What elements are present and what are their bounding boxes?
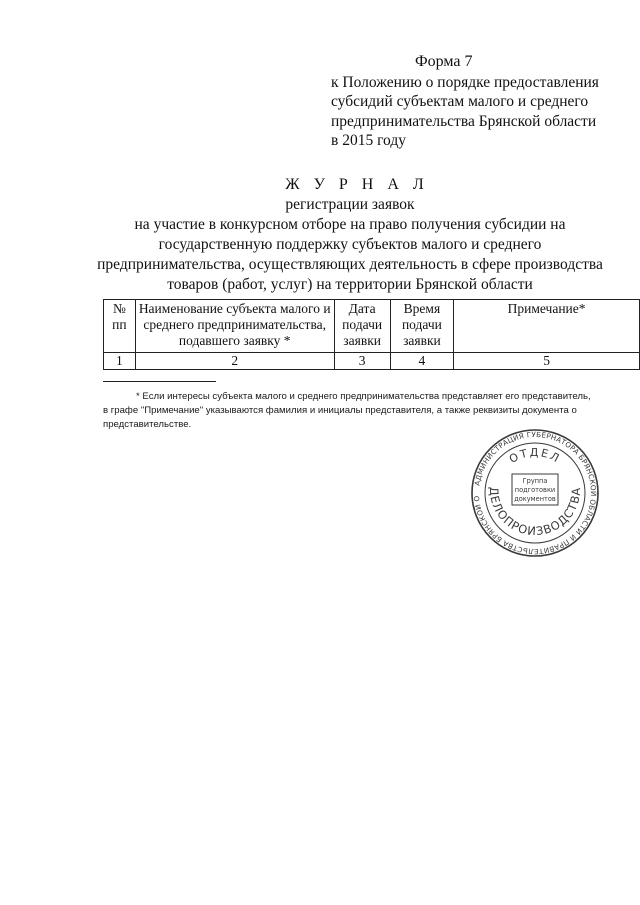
title-line: предпринимательства, осуществляющих деятельность в сфере производства <box>97 256 603 273</box>
table-row <box>104 353 640 370</box>
header-line: субсидий субъектам малого и среднего <box>331 93 589 110</box>
footnote-line: представительстве. <box>103 419 192 430</box>
header-cell-line: заявки <box>403 333 441 348</box>
stamp-outer-text: АДМИНИСТРАЦИЯ ГУБЕРНАТОРА БРЯНСКОЙ ОБЛАСТИ И ПРАВИТЕЛЬСТВА БРЯНСКОЙ О <box>472 429 599 557</box>
title-line: на участие в конкурсном отборе на право получения субсидии на <box>134 216 566 233</box>
header-line: к Положению о порядке предоставления <box>331 73 599 91</box>
header-cell-line: заявки <box>343 333 381 348</box>
table-cell: 2 <box>135 353 334 370</box>
header-line: предпринимательства Брянской области <box>331 112 597 130</box>
header-cell-applicant <box>135 300 334 353</box>
header-cell-line: Дата <box>348 301 376 316</box>
header-cell-line: № <box>112 301 126 316</box>
header-cell-note <box>454 300 640 353</box>
footnote-divider <box>103 381 216 382</box>
header-cell-line: подавшего заявку * <box>178 333 291 348</box>
stamp-arc-top: ОТДЕЛ <box>507 445 563 466</box>
header-cell-line: среднего предпринимательства, <box>143 317 327 332</box>
registration-table <box>103 299 640 370</box>
table-cell: 1 <box>104 353 136 370</box>
header-cell-line: подачи <box>342 317 383 332</box>
footnote <box>103 390 603 432</box>
table-cell: 3 <box>334 353 390 370</box>
official-stamp <box>470 428 600 558</box>
stamp-seal-icon <box>470 428 600 558</box>
header-cell-line: Наименование субъекта малого и <box>138 301 331 316</box>
stamp-center-line: документов <box>514 495 556 503</box>
journal-subtitle: регистрации заявок <box>285 196 415 213</box>
table-header-row <box>104 300 640 353</box>
form-header <box>331 52 621 151</box>
table-cell: 4 <box>390 353 454 370</box>
stamp-arc-bottom: ДЕЛОПРОИЗВОДСТВА <box>486 486 584 539</box>
header-cell-date <box>334 300 390 353</box>
journal-title: Ж У Р Н А Л <box>285 176 429 193</box>
header-cell-line: подачи <box>401 317 442 332</box>
title-line: товаров (работ, услуг) на территории Брянской области <box>167 276 533 293</box>
document-title <box>85 175 615 295</box>
footnote-line: * Если интересы субъекта малого и среднего предпринимательства представляет его представитель, <box>136 391 591 402</box>
header-cell-line: Время <box>403 301 441 316</box>
header-line: в 2015 году <box>331 132 406 149</box>
title-line: государственную поддержку субъектов малого и среднего <box>158 236 542 253</box>
header-cell-time <box>390 300 454 353</box>
stamp-center-line: подготовки <box>514 486 556 494</box>
form-number: Форма 7 <box>415 53 473 70</box>
table-cell: 5 <box>454 353 640 370</box>
header-cell-line: пп <box>112 317 127 332</box>
stamp-center-line: Группа <box>522 477 548 485</box>
footnote-line: в графе "Примечание" указываются фамилия и инициалы представителя, а также реквизиты документа о <box>103 405 577 416</box>
header-cell-number <box>104 300 136 353</box>
header-cell-line: Примечание* <box>507 301 586 316</box>
